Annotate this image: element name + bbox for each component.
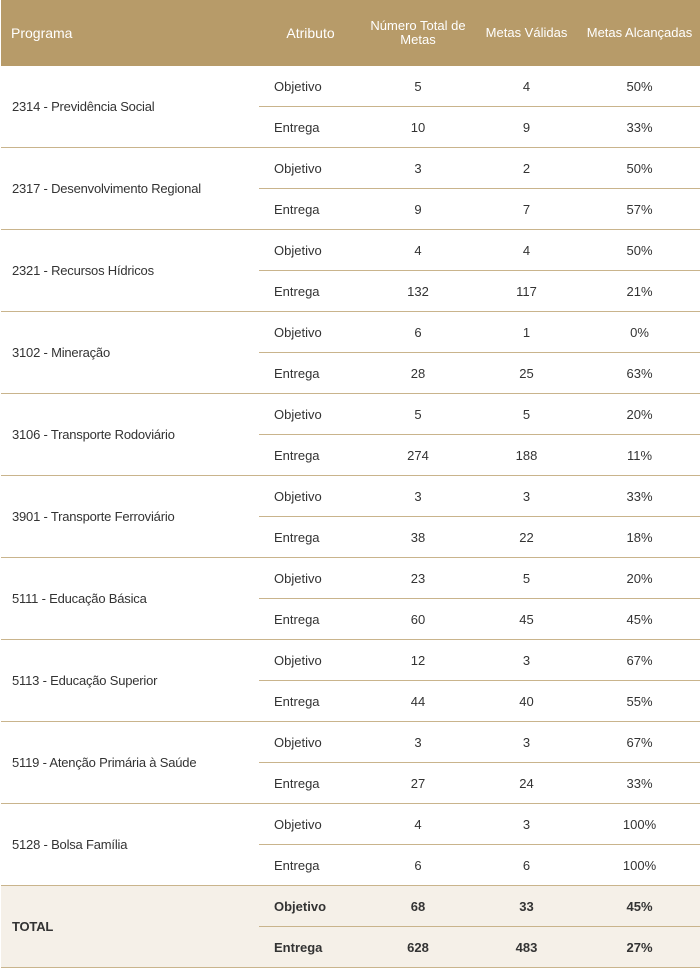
header-numero-total: Número Total de Metas [362,0,474,66]
programa-cell: 5128 - Bolsa Família [1,804,259,886]
metas-alcancadas-cell: 33% [579,476,700,517]
metas-alcancadas-cell: 100% [579,845,700,886]
table-row [1,148,700,189]
metas-alcancadas-cell: 67% [579,722,700,763]
metas-validas-cell: 5 [474,394,579,435]
table-row [1,558,700,599]
numero-total-cell: 38 [362,517,474,558]
metas-validas-cell: 5 [474,558,579,599]
atributo-cell: Entrega [259,845,362,886]
table-row [1,640,700,681]
numero-total-cell: 5 [362,66,474,107]
metas-alcancadas-cell: 63% [579,353,700,394]
metas-alcancadas-cell: 33% [579,763,700,804]
atributo-cell: Entrega [259,107,362,148]
metas-validas-cell: 6 [474,845,579,886]
numero-total-cell: 44 [362,681,474,722]
numero-total-cell: 60 [362,599,474,640]
atributo-cell: Objetivo [259,66,362,107]
table-row [1,312,700,353]
metas-alcancadas-cell: 50% [579,230,700,271]
metas-alcancadas-cell: 11% [579,435,700,476]
table-row [1,394,700,435]
metas-alcancadas-cell: 45% [579,886,700,927]
metas-validas-cell: 45 [474,599,579,640]
numero-total-cell: 3 [362,722,474,763]
numero-total-cell: 628 [362,927,474,968]
numero-total-cell: 12 [362,640,474,681]
atributo-cell: Entrega [259,271,362,312]
atributo-cell: Objetivo [259,148,362,189]
table-header-row [1,0,700,66]
metas-alcancadas-cell: 0% [579,312,700,353]
metas-validas-cell: 40 [474,681,579,722]
metas-validas-cell: 1 [474,312,579,353]
metas-alcancadas-cell: 20% [579,558,700,599]
metas-alcancadas-cell: 21% [579,271,700,312]
atributo-cell: Objetivo [259,722,362,763]
metas-validas-cell: 33 [474,886,579,927]
numero-total-cell: 6 [362,845,474,886]
metas-validas-cell: 3 [474,804,579,845]
total-label: TOTAL [1,886,259,968]
metas-alcancadas-cell: 50% [579,148,700,189]
numero-total-cell: 3 [362,476,474,517]
table-row [1,886,700,927]
metas-alcancadas-cell: 57% [579,189,700,230]
header-programa: Programa [1,0,259,66]
numero-total-cell: 10 [362,107,474,148]
atributo-cell: Entrega [259,435,362,476]
metas-alcancadas-cell: 67% [579,640,700,681]
metas-validas-cell: 7 [474,189,579,230]
numero-total-cell: 274 [362,435,474,476]
metas-validas-cell: 3 [474,476,579,517]
table-body [1,66,700,968]
metas-alcancadas-cell: 20% [579,394,700,435]
metas-validas-cell: 2 [474,148,579,189]
atributo-cell: Entrega [259,681,362,722]
table-row [1,722,700,763]
metas-alcancadas-cell: 55% [579,681,700,722]
metas-table [1,0,700,968]
numero-total-cell: 3 [362,148,474,189]
metas-validas-cell: 3 [474,640,579,681]
metas-validas-cell: 188 [474,435,579,476]
atributo-cell: Objetivo [259,804,362,845]
table-row [1,476,700,517]
metas-validas-cell: 9 [474,107,579,148]
numero-total-cell: 68 [362,886,474,927]
numero-total-cell: 9 [362,189,474,230]
metas-validas-cell: 4 [474,230,579,271]
metas-alcancadas-cell: 33% [579,107,700,148]
metas-validas-cell: 25 [474,353,579,394]
table-row [1,230,700,271]
atributo-cell: Objetivo [259,558,362,599]
metas-validas-cell: 3 [474,722,579,763]
metas-validas-cell: 22 [474,517,579,558]
atributo-cell: Entrega [259,763,362,804]
atributo-cell: Entrega [259,189,362,230]
programa-cell: 3106 - Transporte Rodoviário [1,394,259,476]
header-atributo: Atributo [259,0,362,66]
programa-cell: 2321 - Recursos Hídricos [1,230,259,312]
metas-validas-cell: 4 [474,66,579,107]
table-row [1,66,700,107]
numero-total-cell: 6 [362,312,474,353]
atributo-cell: Entrega [259,517,362,558]
numero-total-cell: 132 [362,271,474,312]
programa-cell: 5113 - Educação Superior [1,640,259,722]
atributo-cell: Objetivo [259,230,362,271]
atributo-cell: Objetivo [259,394,362,435]
programa-cell: 5119 - Atenção Primária à Saúde [1,722,259,804]
programa-cell: 5111 - Educação Básica [1,558,259,640]
metas-validas-cell: 483 [474,927,579,968]
header-metas-alcancadas: Metas Alcançadas [579,0,700,66]
atributo-cell: Entrega [259,599,362,640]
numero-total-cell: 4 [362,804,474,845]
atributo-cell: Objetivo [259,312,362,353]
atributo-cell: Objetivo [259,886,362,927]
header-metas-validas: Metas Válidas [474,0,579,66]
programa-cell: 3901 - Transporte Ferroviário [1,476,259,558]
atributo-cell: Objetivo [259,640,362,681]
metas-validas-cell: 117 [474,271,579,312]
metas-alcancadas-cell: 27% [579,927,700,968]
metas-validas-cell: 24 [474,763,579,804]
numero-total-cell: 4 [362,230,474,271]
atributo-cell: Entrega [259,927,362,968]
metas-alcancadas-cell: 100% [579,804,700,845]
numero-total-cell: 23 [362,558,474,599]
programa-cell: 3102 - Mineração [1,312,259,394]
numero-total-cell: 28 [362,353,474,394]
numero-total-cell: 27 [362,763,474,804]
table-row [1,804,700,845]
programa-cell: 2317 - Desenvolvimento Regional [1,148,259,230]
numero-total-cell: 5 [362,394,474,435]
atributo-cell: Entrega [259,353,362,394]
metas-alcancadas-cell: 50% [579,66,700,107]
atributo-cell: Objetivo [259,476,362,517]
metas-alcancadas-cell: 18% [579,517,700,558]
programa-cell: 2314 - Previdência Social [1,66,259,148]
metas-alcancadas-cell: 45% [579,599,700,640]
